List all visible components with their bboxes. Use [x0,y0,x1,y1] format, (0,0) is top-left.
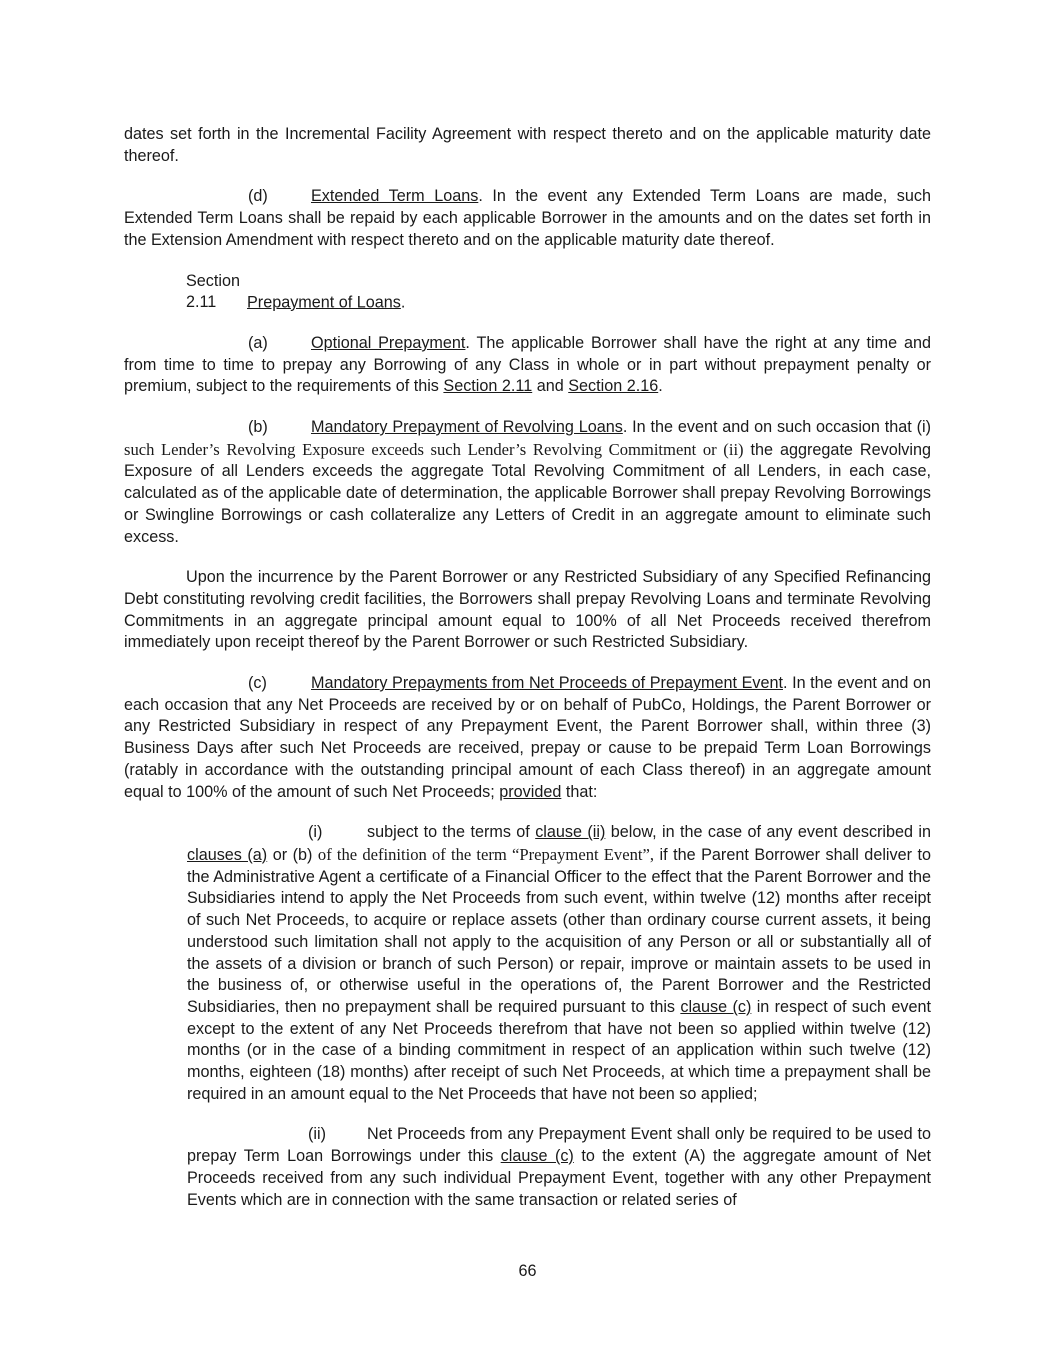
paragraph-heading: Mandatory Prepayment of Revolving Loans [311,418,623,437]
continuation-paragraph: dates set forth in the Incremental Facility Agreement with respect thereto and on the applicable maturity date thereof. [124,125,931,165]
paragraph-text: . In the event and on each occasion that any Net Proceeds are received by or on behalf of PubCo, Holdings, the Parent Borrower or any Restricted Subsidiary in respect of any Prepayment Event, the Parent Borrower shall, within three (3) Business Days after such Net Proceeds are received, prepay or cause to be prepaid Term Loan Borrowings (ratably in accordance with the outstanding principal amount of each Class thereof) in an aggregate amount equal to 100% of the amount of such Net Proceeds; [124,674,931,801]
section-title: Prepayment of Loans [247,293,401,312]
paragraph-text: . [658,377,663,396]
cross-reference: clauses (a) [187,845,268,864]
paragraph-text: subject to the terms of [367,823,536,842]
page-number: 66 [518,1262,537,1280]
paragraph-text: . In the event any Extended Term Loans are made, such Extended Term Loans shall be repaid by each applicable Borrower in the amounts and on the dates set forth in the Extension Amendment with respect thereto and on the applicable maturity date thereof. [124,187,931,249]
paragraph-text: below, in the case of any event described in [605,823,932,842]
paragraph-b [124,417,931,548]
provided-term: provided [499,782,562,801]
subparagraph-label: (ii) [308,1125,326,1144]
section-number: Section 2.11 [186,271,240,312]
subparagraph-label: (i) [308,823,323,842]
paragraph-text: Net Proceeds from any Prepayment Event shall only be required to be used to prepay Term Loan Borrowings under this [187,1125,931,1166]
paragraph-text: . The applicable Borrower shall have the right at any time and from time to time to prepay any Borrowing of any Class in whole or in part without prepayment penalty or premium, subject to the requirements of this [124,333,931,396]
section-title-end: . [400,293,406,312]
cross-reference: clause (c) [500,1147,574,1166]
serif-inserted-text: such Lender’s Revolving Exposure exceeds such Lender’s Revolving Commitment or (ii) [124,439,744,459]
paragraph-label: (a) [248,333,268,352]
subparagraph-i [187,822,931,1105]
cross-reference: Section 2.11 [443,377,533,396]
serif-inserted-text: of the definition of the term “Prepayment Event”, [317,844,654,864]
paragraph-text: the aggregate Revolving Exposure of all Lenders exceeds the aggregate Total Revolving Commitment of all Lenders, in each case, calculated as of the applicable date of determination, the applicable Borrower shall prepay Revolving Borrowings or Swingline Borrowings or cash collateralize any Letters of Credit in an aggregate amount to eliminate such excess. [124,440,931,546]
cross-reference: clause (c) [680,997,752,1016]
paragraph-text: . In the event and on such occasion that (i) [622,418,931,437]
paragraph-heading: Mandatory Prepayments from Net Proceeds of Prepayment Event [311,674,783,693]
paragraph-upon: Upon the incurrence by the Parent Borrower or any Restricted Subsidiary of any Specified Refinancing Debt constituting revolving credit facilities, the Borrowers shall prepay Revolving Loans and terminate Revolving Commitments in an aggregate principal amount equal to 100% of all Net Proceeds received therefrom immediately upon receipt thereof by the Parent Borrower or such Restricted Subsidiary. [124,568,931,652]
paragraph-heading: Optional Prepayment [311,333,466,352]
paragraph-heading: Extended Term Loans [311,187,479,206]
cross-reference: clause (ii) [535,823,606,842]
paragraph-label: (c) [248,674,267,693]
paragraph-text: in respect of such event except to the extent of any Net Proceeds therefrom that have not been so applied within twelve (12) months (or in the case of a binding commitment in respect of an application within such twelve (12) months, eighteen (18) months) after receipt of such Net Proceeds, at which time a prepayment shall be required in an amount equal to the Net Proceeds that have not been so applied; [187,997,931,1103]
paragraph-c [124,673,931,803]
paragraph-label: (d) [248,187,268,206]
paragraph-text: and [532,377,569,396]
paragraph-a [124,333,931,398]
document-page [124,124,931,1230]
section-heading [124,271,931,314]
cross-reference: Section 2.16 [568,377,659,396]
subparagraph-ii [187,1124,931,1211]
paragraph-label: (b) [248,418,268,437]
paragraph-text: if the Parent Borrower shall deliver to the Administrative Agent a certificate of a Financial Officer to the effect that the Parent Borrower and the Subsidiaries intend to apply the Net Proceeds from such event, within twelve (12) months after receipt of such Net Proceeds, to acquire or replace assets (other than ordinary course current assets, it being understood such limitation shall not apply to the acquisition of any Person or all or substantially all of the assets of a division or branch of such Person) or repair, improve or maintain assets to be used in the business of, or otherwise useful in the operations of, the Parent Borrower and the Restricted Subsidiaries, then no prepayment shall be required pursuant to this [187,845,932,1016]
paragraph-text: that: [561,782,598,801]
paragraph-d [124,186,931,251]
paragraph-text: or (b) [267,845,318,864]
paragraph-text: to the extent (A) the aggregate amount of Net Proceeds received from any such individual Prepayment Event, together with any other Prepayment Events which are in connection with the same transaction or related series of [187,1147,931,1209]
